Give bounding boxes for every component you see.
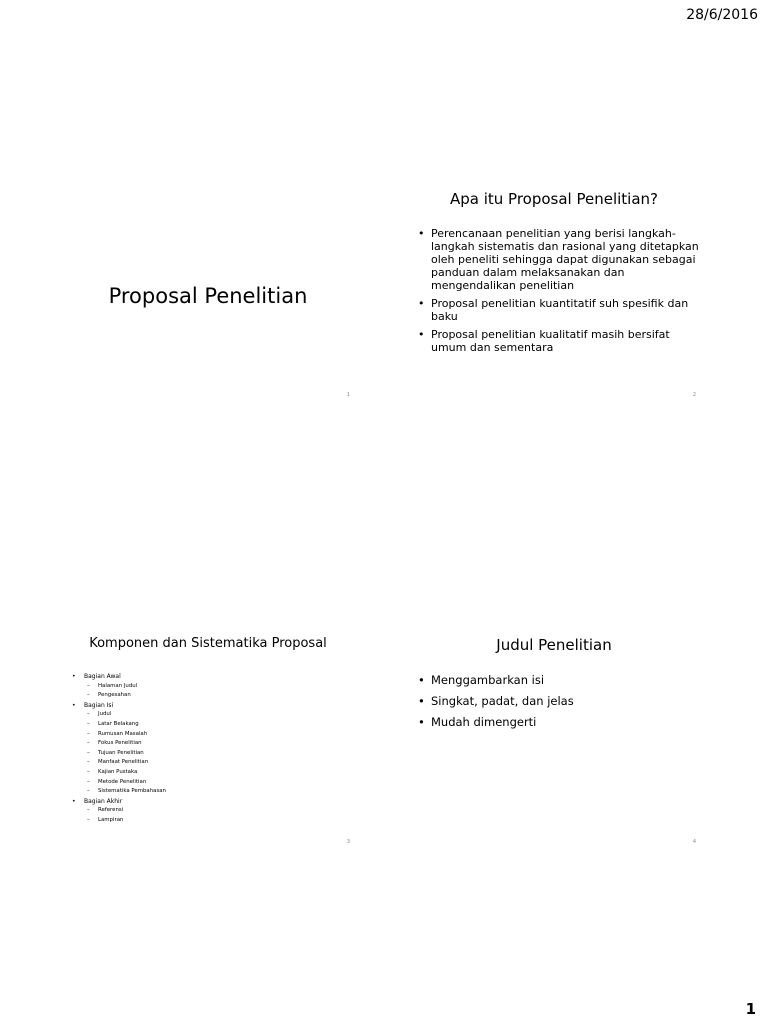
- sub-list: [84, 806, 352, 825]
- bullet-item: • Proposal penelitian kuantitatif suh spesifik dan baku: [418, 297, 702, 323]
- slide-title: Komponen dan Sistematika Proposal: [89, 636, 327, 651]
- slide-2: [380, 170, 728, 400]
- slide-number: 2: [692, 392, 696, 398]
- slide-1: [34, 170, 382, 400]
- outline-list: [72, 672, 352, 826]
- section-item: [72, 701, 352, 797]
- section-label: Bagian Isi: [84, 701, 114, 709]
- sub-item: – Tujuan Penelitian: [84, 749, 352, 759]
- slide-number: 3: [346, 839, 350, 845]
- sub-item: – Referensi: [84, 806, 352, 816]
- sub-item: – Sistematika Pembahasan: [84, 787, 352, 797]
- sub-item: – Fokus Penelitian: [84, 739, 352, 749]
- slide-4: [380, 617, 728, 847]
- sub-item: – Judul: [84, 710, 352, 720]
- sub-list: [84, 682, 352, 701]
- section-item: [72, 672, 352, 701]
- bullet-item: • Mudah dimengerti: [418, 715, 702, 729]
- section-item: [72, 797, 352, 826]
- sub-item: – Manfaat Penelitian: [84, 758, 352, 768]
- bullet-item: • Singkat, padat, dan jelas: [418, 694, 702, 708]
- slide-number: 4: [692, 839, 696, 845]
- sub-item: – Lampiran: [84, 816, 352, 826]
- page-number: 1: [745, 1000, 756, 1018]
- sub-item: – Kajian Pustaka: [84, 768, 352, 778]
- print-date: 28/6/2016: [686, 7, 758, 23]
- sub-item: – Rumusan Masalah: [84, 730, 352, 740]
- slide-number: 1: [346, 392, 350, 398]
- sub-item: – Pengesahan: [84, 691, 352, 701]
- slide-3: [34, 617, 382, 847]
- slide-title: Apa itu Proposal Penelitian?: [449, 190, 659, 208]
- bullet-list: [418, 673, 702, 736]
- bullet-item: • Perencanaan penelitian yang berisi langkah-langkah sistematis dan rasional yang ditetapkan oleh peneliti sehingga dapat digunakan sebagai panduan dalam melaksanakan dan mengendalikan penelitian: [418, 227, 702, 292]
- slide-title: Judul Penelitian: [496, 636, 612, 654]
- bullet-list: [418, 227, 702, 359]
- sub-item: – Latar Belakang: [84, 720, 352, 730]
- sub-item: – Metode Penelitian: [84, 778, 352, 788]
- slide-title: Proposal Penelitian: [108, 284, 308, 308]
- section-label: Bagian Akhir: [84, 797, 123, 805]
- section-label: Bagian Awal: [84, 673, 121, 680]
- sub-list: [84, 710, 352, 796]
- sub-item: – Halaman Judul: [84, 682, 352, 692]
- bullet-item: • Menggambarkan isi: [418, 673, 702, 687]
- bullet-item: • Proposal penelitian kualitatif masih bersifat umum dan sementara: [418, 328, 702, 354]
